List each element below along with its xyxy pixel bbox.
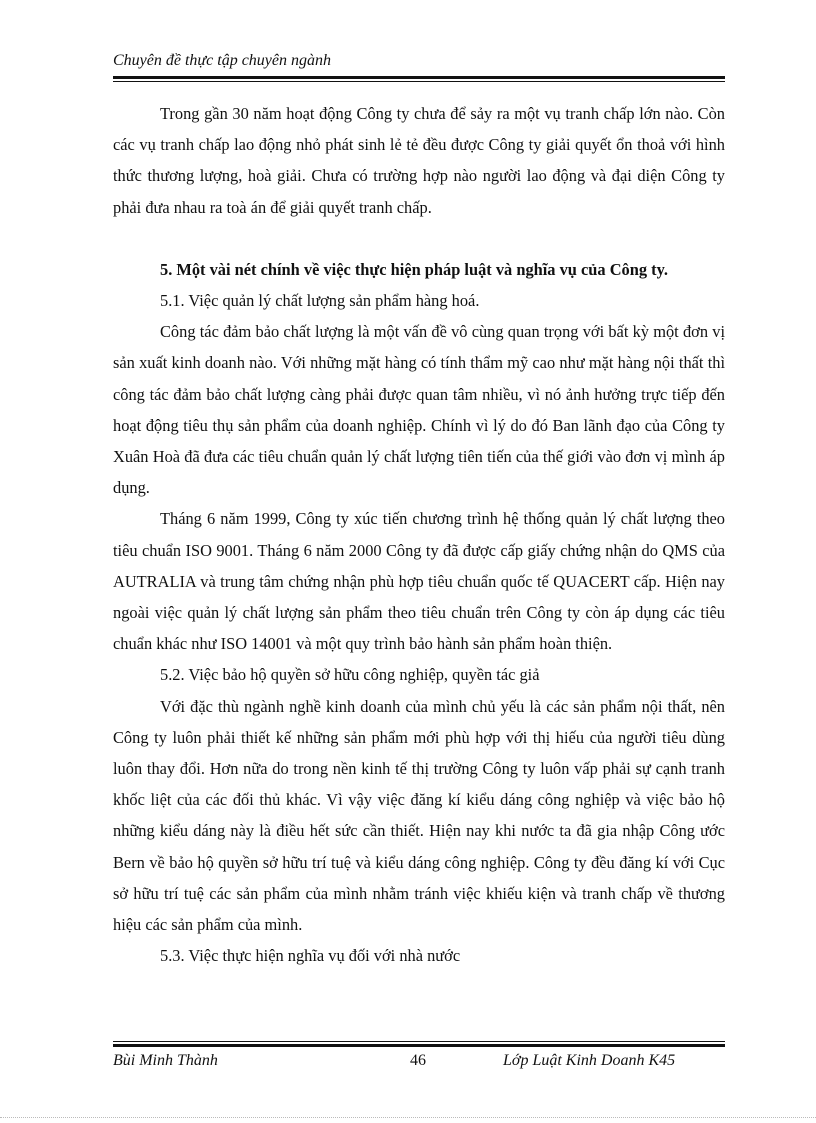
footer-rule-thick	[113, 1044, 725, 1047]
header-rule-thin	[113, 81, 725, 82]
subsection-heading-5-1: 5.1. Việc quản lý chất lượng sản phẩm hàng hoá.	[160, 291, 480, 311]
subsection-heading-5-2: 5.2. Việc bảo hộ quyền sở hữu công nghiệp, quyền tác giả	[160, 665, 540, 685]
paragraph-industrial-property: Với đặc thù ngành nghề kinh doanh của mình chủ yếu là các sản phẩm nội thất, nên Công ty luôn phải thiết kế những sản phẩm mới phù hợp với thị hiếu của người tiêu dùng luôn thay đổi. Hơn nữa do trong nền kinh tế thị trường Công ty luôn vấp phải sự cạnh tranh khốc liệt của các đối thủ khác. Vì vậy việc đăng kí kiểu dáng công nghiệp và việc bảo hộ những kiểu dáng này là điều hết sức cần thiết. Hiện nay khi nước ta đã gia nhập Công ước Bern về bảo hộ quyền sở hữu trí tuệ và kiểu dáng công nghiệp. Công ty đều đăng kí với Cục sở hữu trí tuệ các sản phẩm của mình nhằm tránh việc khiếu kiện và tranh chấp về thương hiệu các sản phẩm của mình.	[113, 696, 725, 935]
footer-page-number: 46	[410, 1052, 426, 1069]
page-edge-divider	[0, 1117, 816, 1118]
footer-rule-thin	[113, 1041, 725, 1042]
footer-class-name: Lớp Luật Kinh Doanh K45	[503, 1052, 676, 1069]
header-rule-thick	[113, 76, 725, 79]
section-heading-5: 5. Một vài nét chính về việc thực hiện pháp luật và nghĩa vụ của Công ty.	[160, 259, 668, 279]
running-header-title: Chuyên đề thực tập chuyên ngành	[113, 52, 331, 69]
paragraph-dispute-history: Trong gần 30 năm hoạt động Công ty chưa để sảy ra một vụ tranh chấp lớn nào. Còn các vụ tranh chấp lao động nhỏ phát sinh lẻ tẻ đều được Công ty giải quyết ổn thoả với hình thức thương lượng, hoà giải. Chưa có trường hợp nào người lao động và đại diện Công ty phải đưa nhau ra toà án để giải quyết tranh chấp.	[113, 104, 725, 217]
footer-author: Bùi Minh Thành	[113, 1052, 218, 1069]
paragraph-iso-certification: Tháng 6 năm 1999, Công ty xúc tiến chương trình hệ thống quản lý chất lượng theo tiêu chuẩn ISO 9001. Tháng 6 năm 2000 Công ty đã được cấp giấy chứng nhận do QMS của AUTRALIA và trung tâm chứng nhận phù hợp tiêu chuẩn quốc tế QUACERT cấp. Hiện nay ngoài việc quản lý chất lượng sản phẩm theo tiêu chuẩn trên Công ty còn áp dụng các tiêu chuẩn khác như ISO 14001 và một quy trình bảo hành sản phẩm hoàn thiện.	[113, 509, 725, 654]
page-body	[113, 98, 725, 971]
subsection-heading-5-3: 5.3. Việc thực hiện nghĩa vụ đối với nhà nước	[160, 946, 461, 966]
paragraph-quality-management: Công tác đảm bảo chất lượng là một vấn đề vô cùng quan trọng với bất kỳ một đơn vị sản xuất kinh doanh nào. Với những mặt hàng có tính thẩm mỹ cao như mặt hàng nội thất thì công tác đảm bảo chất lượng càng phải được quan tâm nhiều, vì nó ảnh hưởng trực tiếp đến hoạt động tiêu thụ sản phẩm của doanh nghiệp. Chính vì lý do đó Ban lãnh đạo của Công ty Xuân Hoà đã đưa các tiêu chuẩn quản lý chất lượng tiên tiến của thế giới vào đơn vị mình áp dụng.	[113, 322, 725, 498]
